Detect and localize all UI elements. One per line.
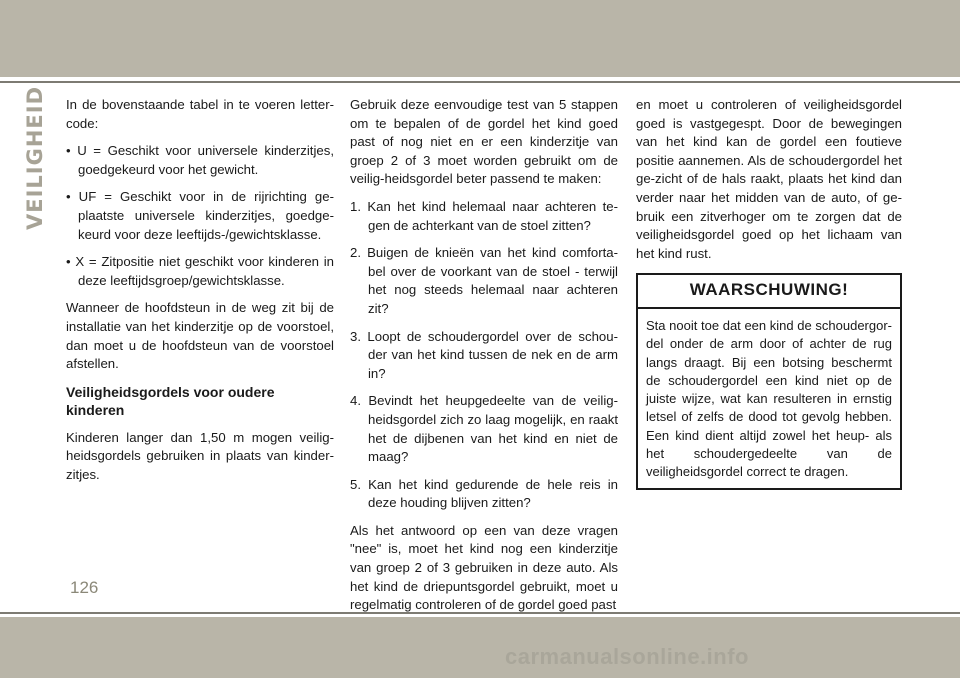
step-4: 4. Bevindt het heupgedeelte van de veilig-heidsgordel zich zo laag mogelijk, en raakt het de dijbenen van het kind en niet de maag? (350, 393, 618, 465)
section-heading: Veiligheidsgordels voor oudere kinderen (66, 383, 275, 418)
continued-paragraph: en moet u controleren of veiligheidsgordel goed is vastgegespt. Door de bewegingen van het kind kan de gordel een foutieve positie aannemen. Als de schoudergordel het ge-zicht of de hals raakt, plaats het kind dan verder naar het midden van de auto, of ge-bruik een zitverhoger om te zorgen dat de veiligheidsgordel goed op het lichaam van het kind rust. (636, 97, 902, 261)
answer-paragraph: Als het antwoord op een van deze vragen "nee" is, moet het kind nog een kinderzitje van groep 2 of 3 gebruiken in deze auto. Als het kind de driepuntsgordel gebruikt, moet u regelmatig controleren of de gordel goed past (350, 522, 618, 613)
step-1: 1. Kan het kind helemaal naar achteren te-gen de achterkant van de stoel zitten? (350, 198, 618, 233)
header-band (0, 0, 960, 77)
column-1 (66, 96, 334, 494)
step-5: 5. Kan het kind gedurende de hele reis in deze houding blijven zitten? (350, 476, 618, 511)
step-2: 2. Buigen de knieën van het kind comforta-bel over de voorkant van de stoel - terwijl het nog steeds helemaal naar achteren zit? (350, 245, 618, 316)
bullet-x: • X = Zitpositie niet geschikt voor kinderen in deze leeftijdsgroep/gewichtsklasse. (66, 254, 334, 288)
watermark: carmanualsonline.info (505, 644, 749, 669)
intro-paragraph: In de bovenstaande tabel in te voeren letter-code: (66, 97, 334, 131)
warning-box (636, 273, 902, 489)
footer-band (0, 617, 960, 678)
column-3 (636, 96, 902, 490)
warning-title: WAARSCHUWING! (638, 275, 900, 309)
step-3: 3. Loopt de schoudergordel over de schou-der van het kind tussen de nek en de arm in? (350, 328, 618, 381)
headrest-paragraph: Wanneer de hoofdsteun in de weg zit bij de installatie van het kinderzitje op de voorstoel, dan moet u de hoofdsteun van de voorstoel afstellen. (66, 300, 334, 372)
bullet-uf: • UF = Geschikt voor in de rijrichting ge-plaatste universele kinderzitjes, goedge-keurd voor deze leeftijds-/gewichtsklasse. (66, 189, 334, 242)
test-intro-paragraph: Gebruik deze eenvoudige test van 5 stappen om te bepalen of de gordel het kind goed past of nog niet en er een kinderzitje van groep 2 of 3 moet worden gebruikt om de veilig-heidsgordel beter passend te maken: (350, 97, 618, 187)
warning-body: Sta nooit toe dat een kind de schoudergor-del onder de arm door of achter de rug langs draagt. Bij een botsing beschermt de schoudergordel een kind niet op de juiste wijze, wat kan resulteren in ernstig letsel of zelfs de dood tot gevolg hebben. Een kind dient altijd zowel het heup- als het schoudergedeelte van de veiligheidsgordel correct te dragen. (646, 317, 892, 480)
bullet-u: • U = Geschikt voor universele kinderzitjes, goedgekeurd voor het gewicht. (66, 143, 334, 177)
section-tab-label: VEILIGHEID (23, 85, 47, 231)
section-tab (22, 85, 48, 231)
header-divider-dark (0, 81, 960, 83)
older-children-paragraph: Kinderen langer dan 1,50 m mogen veilig-heidsgordels gebruiken in plaats van kinder-zitjes. (66, 429, 334, 482)
column-2 (350, 96, 618, 624)
footer-divider (0, 612, 960, 614)
page-number: 126 (70, 578, 99, 597)
